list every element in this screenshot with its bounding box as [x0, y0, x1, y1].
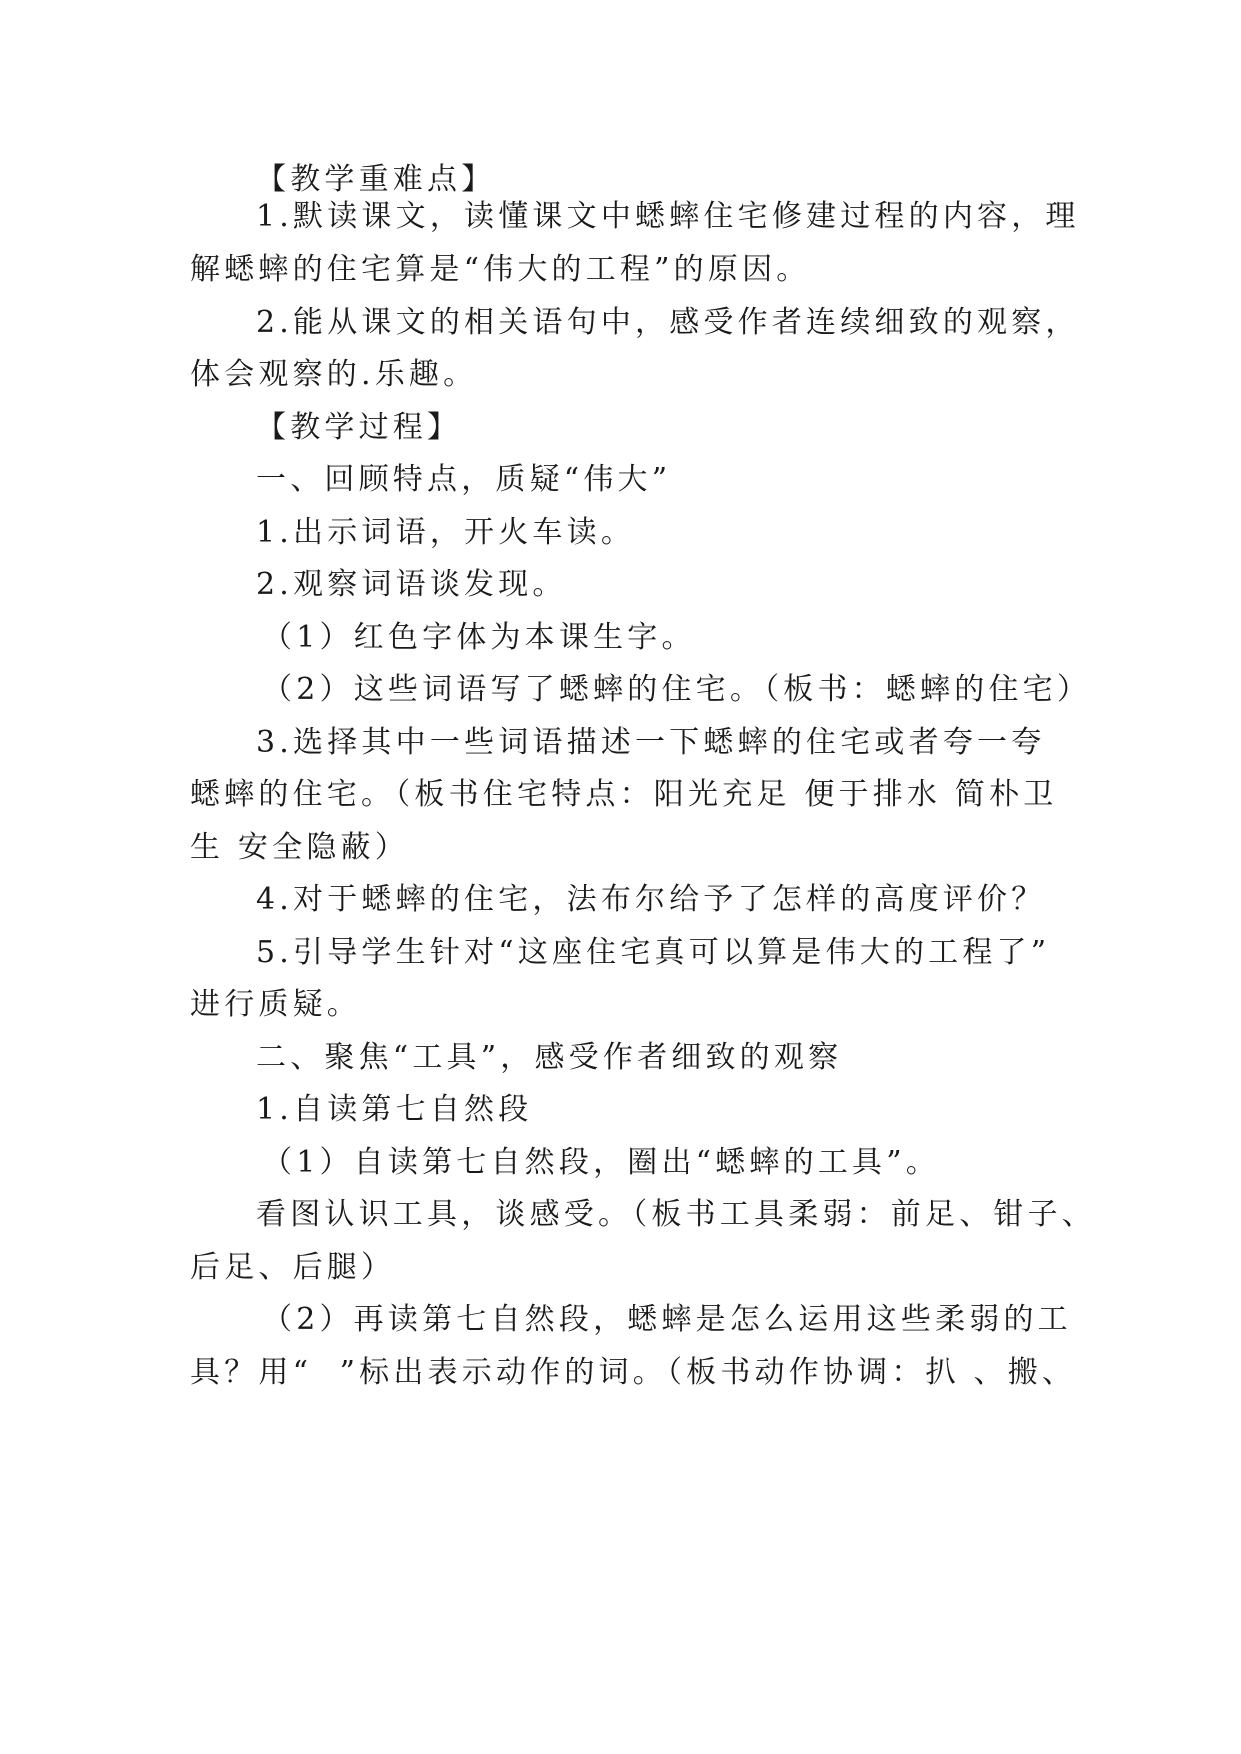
section-heading-key-points: 【教学重难点】 — [256, 162, 496, 197]
paragraph-line: 蟋蟀的住宅。（板书住宅特点：阳光充足 便于排水 简朴卫 — [190, 777, 1058, 812]
paragraph-line: 解蟋蟀的住宅算是“伟大的工程”的原因。 — [190, 252, 811, 287]
paragraph-line: （1）红色字体为本课生字。 — [262, 620, 696, 655]
paragraph-line: 2.观察词语谈发现。 — [256, 567, 567, 602]
paragraph-line: 5.引导学生针对“这座住宅真可以算是伟大的工程了” — [256, 935, 1051, 970]
paragraph-line: 4.对于蟋蟀的住宅，法布尔给予了怎样的高度评价？ — [256, 882, 1046, 917]
paragraph-line: （2）再读第七自然段，蟋蟀是怎么运用这些柔弱的工 — [262, 1302, 1072, 1337]
paragraph-line: 生 安全隐蔽） — [190, 830, 409, 865]
paragraph-line: 体会观察的.乐趣。 — [190, 357, 478, 392]
paragraph-line: 后足、后腿） — [190, 1250, 396, 1285]
subsection-heading: 一、回顾特点，质疑“伟大” — [256, 462, 672, 497]
paragraph-line: 进行质疑。 — [190, 987, 361, 1022]
paragraph-line: 1.默读课文，读懂课文中蟋蟀住宅修建过程的内容，理 — [256, 199, 1080, 234]
paragraph-line: 1.自读第七自然段 — [256, 1092, 533, 1127]
paragraph-line: 1.出示词语，开火车读。 — [256, 515, 636, 550]
section-heading-process: 【教学过程】 — [256, 410, 462, 445]
paragraph-line: 2.能从课文的相关语句中，感受作者连续细致的观察， — [256, 305, 1080, 340]
paragraph-line: （1）自读第七自然段，圈出“蟋蟀的工具”。 — [262, 1145, 940, 1180]
paragraph-line: 具？用“ ”标出表示动作的词。（板书动作协调：扒 、搬、 — [190, 1355, 1077, 1390]
paragraph-line: （2）这些词语写了蟋蟀的住宅。（板书：蟋蟀的住宅） — [262, 672, 1092, 707]
paragraph-line: 3.选择其中一些词语描述一下蟋蟀的住宅或者夸一夸 — [256, 725, 1046, 760]
subsection-heading: 二、聚焦“工具”，感受作者细致的观察 — [256, 1040, 843, 1075]
paragraph-line: 看图认识工具，谈感受。（板书工具柔弱：前足、钳子、 — [256, 1197, 1096, 1232]
